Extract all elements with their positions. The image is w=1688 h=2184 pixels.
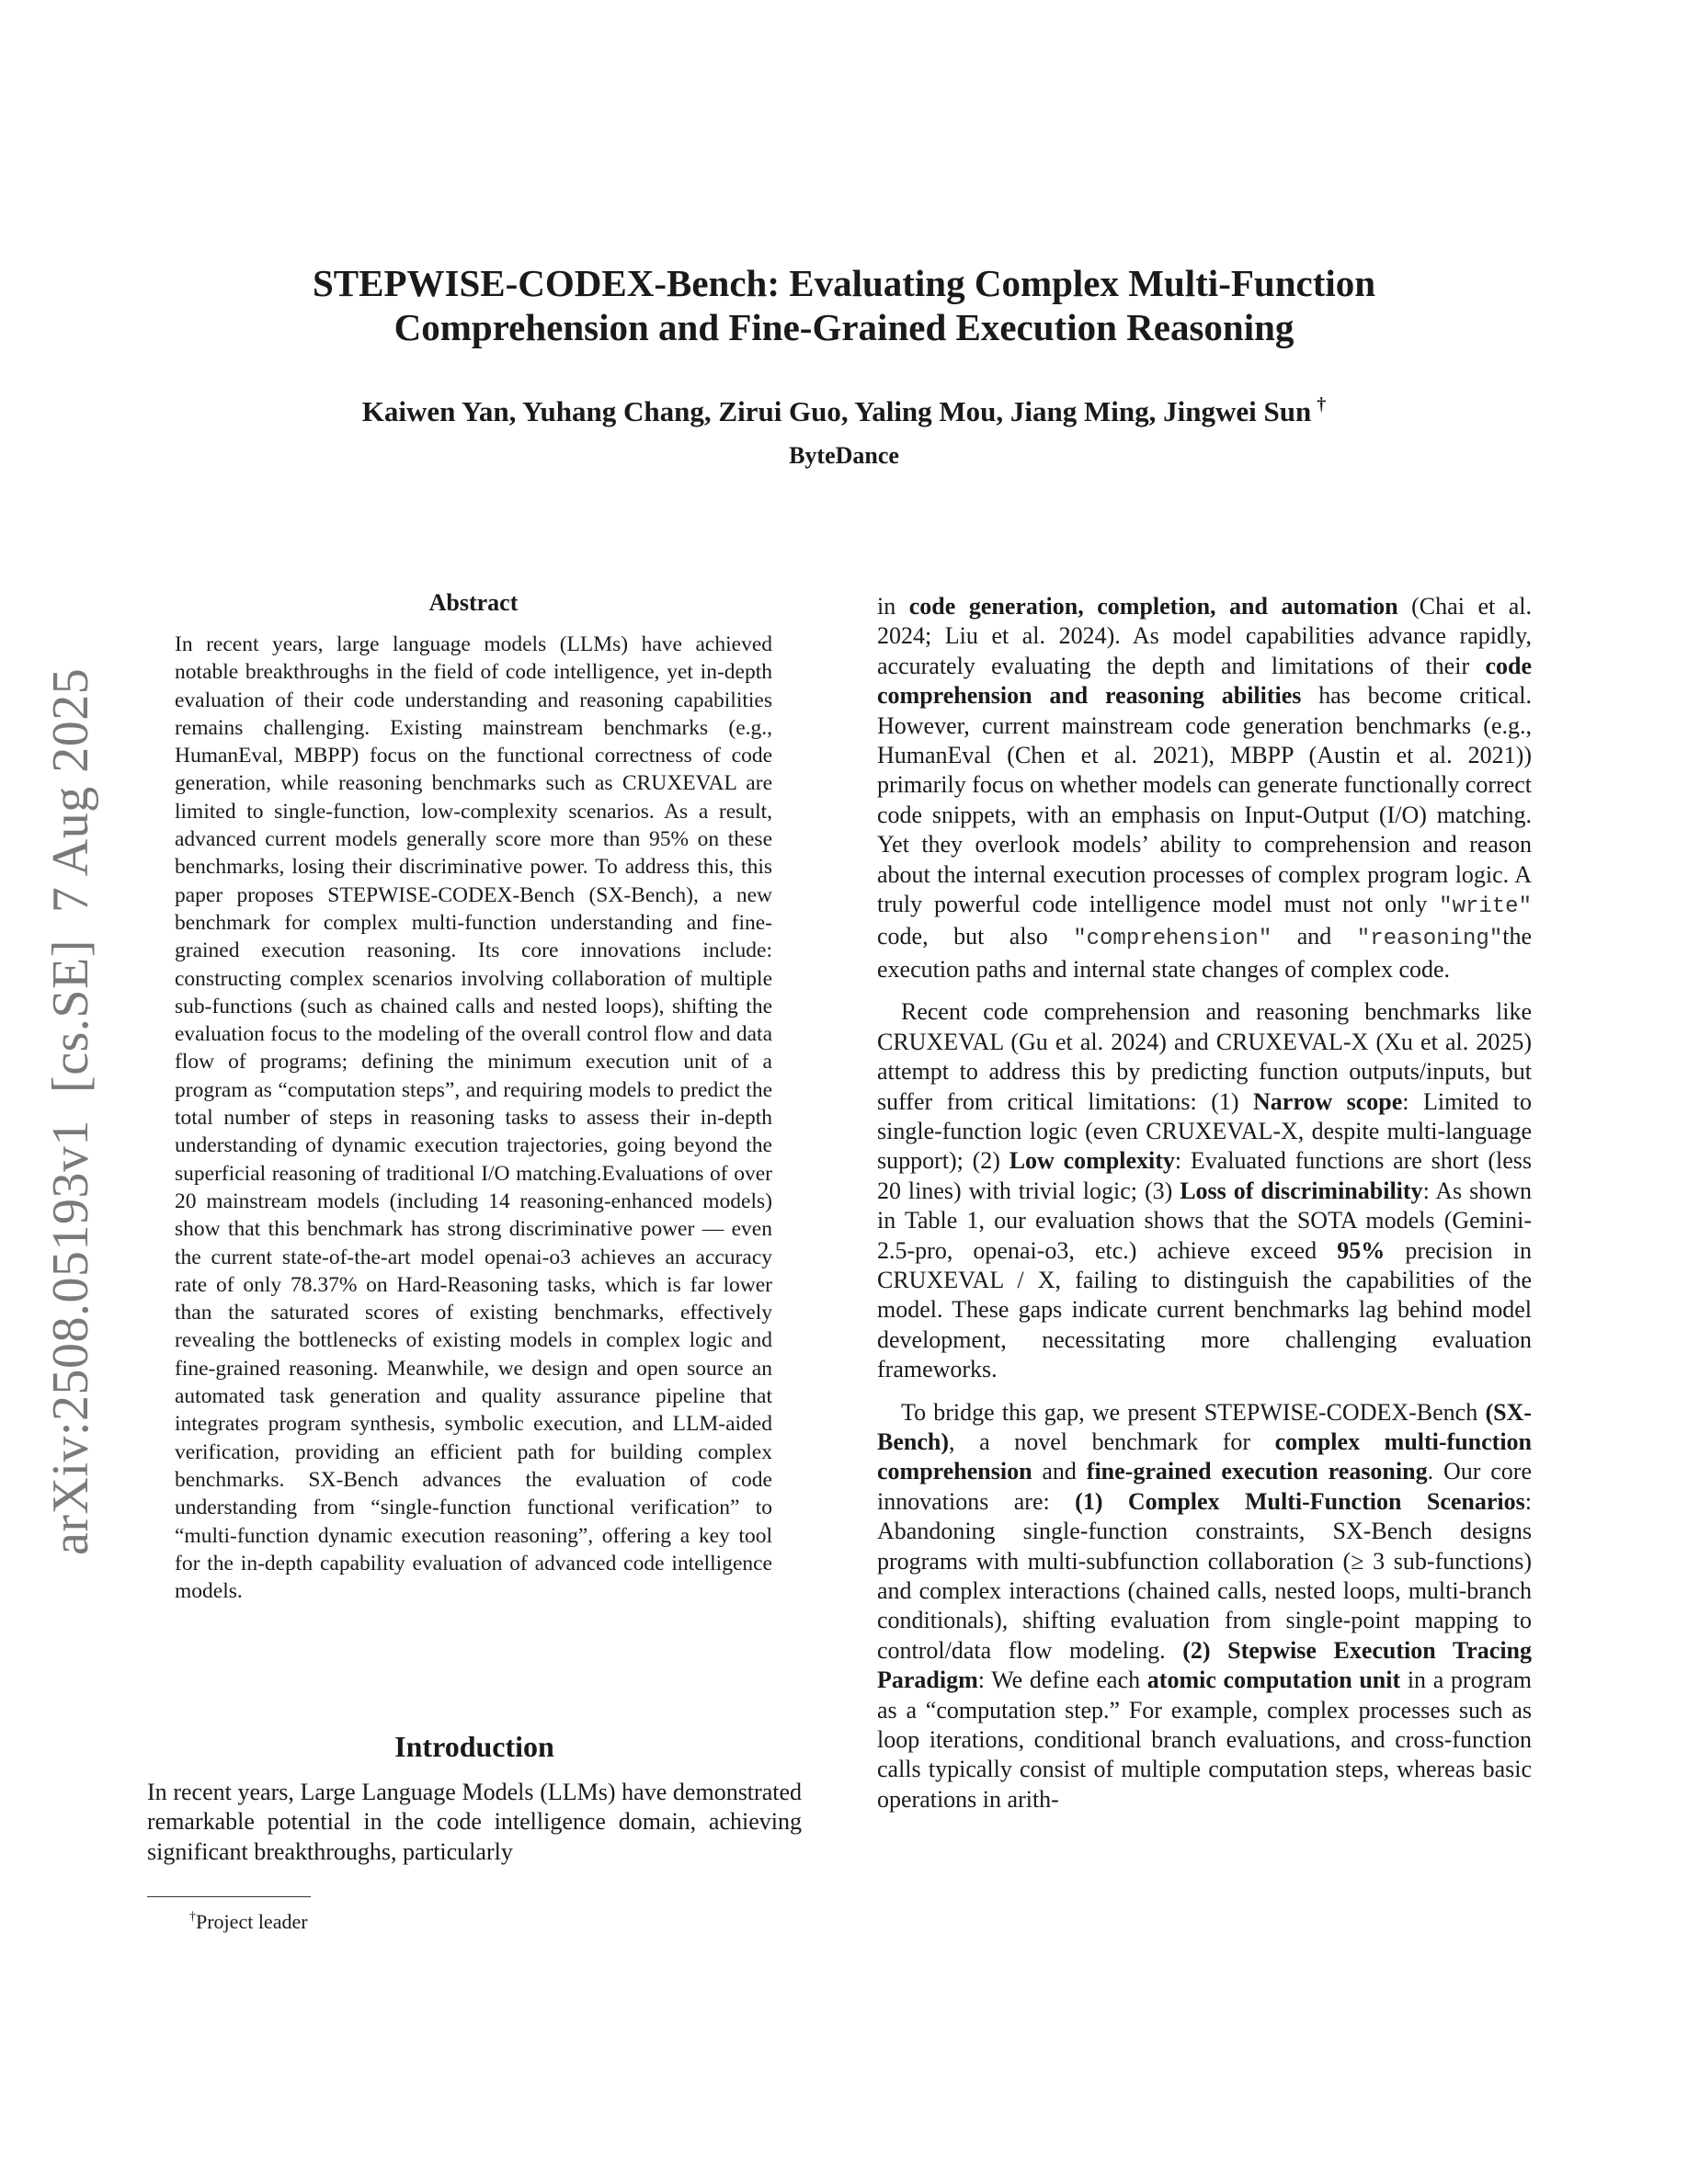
author-names: Kaiwen Yan, Yuhang Chang, Zirui Guo, Yaling Mou, Jiang Ming, Jingwei Sun <box>361 395 1312 427</box>
code-term-write: "write" <box>1439 894 1532 920</box>
paper-header <box>138 261 1550 471</box>
project-leader-mark: † <box>1317 394 1327 415</box>
abstract-text: In recent years, large language models (LLMs) have achieved notable breakthroughs in the field of code intelligence, yet in-depth evaluation of their code understanding and reasoning capabilities remains challenging. Existing mainstream benchmarks (e.g., HumanEval, MBPP) focus on the functional correctness of code generation, while reasoning benchmarks such as CRUXEVAL are limited to single-function, low-complexity scenarios. As a result, advanced current models generally score more than 95% on these benchmarks, losing their discriminative power. To address this, this paper proposes STEPWISE-CODEX-Bench (SX-Bench), a new benchmark for complex multi-function understanding and fine-grained execution reasoning. Its core innovations include: constructing complex scenarios involving collaboration of multiple sub-functions (such as chained calls and nested loops), shifting the evaluation focus to the modeling of the overall control flow and data flow of programs; defining the minimum execution unit of a program as “computation steps”, and requiring models to predict the total number of steps in reasoning tasks to assess their in-depth understanding of dynamic execution trajectories, going beyond the superficial reasoning of traditional I/O matching.Evaluations of over 20 mainstream models (including 14 reasoning-enhanced models) show that this benchmark has strong discriminative power — even the current state-of-the-art model openai-o3 achieves an accuracy rate of only 78.37% on Hard-Reasoning tasks, which is far lower than the saturated scores of existing benchmarks, effectively revealing the bottlenecks of existing models in complex logic and fine-grained reasoning. Meanwhile, we design and open source an automated task generation and quality assurance pipeline that integrates program synthesis, symbolic execution, and LLM-aided verification, providing an efficient path for building complex benchmarks. SX-Bench advances the evaluation of code understanding from “single-function functional verification” to “multi-function dynamic execution reasoning”, offering a key tool for the in-depth capability evaluation of advanced code intelligence models. <box>175 632 772 1604</box>
intro-paragraph-1-cont: in code generation, completion, and automation (Chai et al. 2024; Liu et al. 2024). As model capabilities advance rapidly, accurately evaluating the depth and limitations of their code comprehension and reasoning abilities has become critical. However, current mainstream code generation benchmarks (e.g., HumanEval (Chen et al. 2021), MBPP (Austin et al. 2021)) primarily focus on whether models can generate functionally correct code snippets, with an emphasis on Input-Output (I/O) matching. Yet they overlook models’ ability to comprehension and reason about the internal execution processes of complex program logic. A truly powerful code intelligence model must not only "write" code, but also "comprehension" and "reasoning"the execution paths and internal state changes of complex code. <box>877 593 1532 983</box>
intro-paragraph-3: To bridge this gap, we present STEPWISE-CODEX-Bench (SX-Bench), a novel benchmark for complex multi-function comprehension and fine-grained execution reasoning. Our core innovations are: (1) Complex Multi-Function Scenarios: Abandoning single-function constraints, SX-Bench designs programs with multi-subfunction collaboration (≥ 3 sub-functions) and complex interactions (chained calls, nested loops, multi-branch conditionals), shifting evaluation from single-point mapping to control/data flow modeling. (2) Stepwise Execution Tracing Paradigm: We define each atomic computation unit in a program as a “computation step.” For example, complex processes such as loop iterations, conditional branch evaluations, and cross-function calls typically consist of multiple computation steps, whereas basic operations in arith- <box>877 1398 1533 1813</box>
title-line-2: Comprehension and Fine-Grained Execution Reasoning <box>393 306 1295 348</box>
footnote <box>189 1905 308 1935</box>
title-line-1: STEPWISE-CODEX-Bench: Evaluating Complex Multi-Function <box>312 262 1376 304</box>
introduction-section-right <box>877 592 1532 1814</box>
code-term-comprehension: "comprehension" <box>1073 927 1272 952</box>
code-term-reasoning: "reasoning" <box>1356 927 1503 952</box>
paper-title <box>138 261 1550 349</box>
arxiv-identifier-stamp: arXiv:2508.05193v1 [cs.SE] 7 Aug 2025 <box>42 667 99 1555</box>
intro-paragraph-2: Recent code comprehension and reasoning benchmarks like CRUXEVAL (Gu et al. 2024) and CRUXEVAL-X (Xu et al. 2025) attempt to address this by predicting function outputs/inputs, but suffer from critical limitations: (1) Narrow scope: Limited to single-function logic (even CRUXEVAL-X, despite multi-language support); (2) Low complexity: Evaluated functions are short (less 20 lines) with trivial logic; (3) Loss of discriminability: As shown in Table 1, our evaluation shows that the SOTA models (Gemini-2.5-pro, openai-o3, etc.) achieve exceed 95% precision in CRUXEVAL / X, failing to distinguish the capabilities of the model. These gaps indicate current benchmarks lag behind model development, necessitating more challenging evaluation frameworks. <box>877 998 1533 1383</box>
footnote-divider <box>147 1896 311 1897</box>
author-list <box>138 388 1550 428</box>
affiliation: ByteDance <box>789 442 899 469</box>
introduction-heading: Introduction <box>394 1730 554 1763</box>
footnote-mark: † <box>189 1910 196 1924</box>
abstract-section <box>147 588 800 1605</box>
footnote-text: Project leader <box>196 1910 308 1933</box>
introduction-section-left <box>147 1728 802 1867</box>
intro-paragraph-1-start: In recent years, Large Language Models (LLMs) have demonstrated remarkable potential in the code intelligence domain, achieving significant breakthroughs, particularly <box>147 1779 802 1865</box>
abstract-heading: Abstract <box>428 589 519 616</box>
